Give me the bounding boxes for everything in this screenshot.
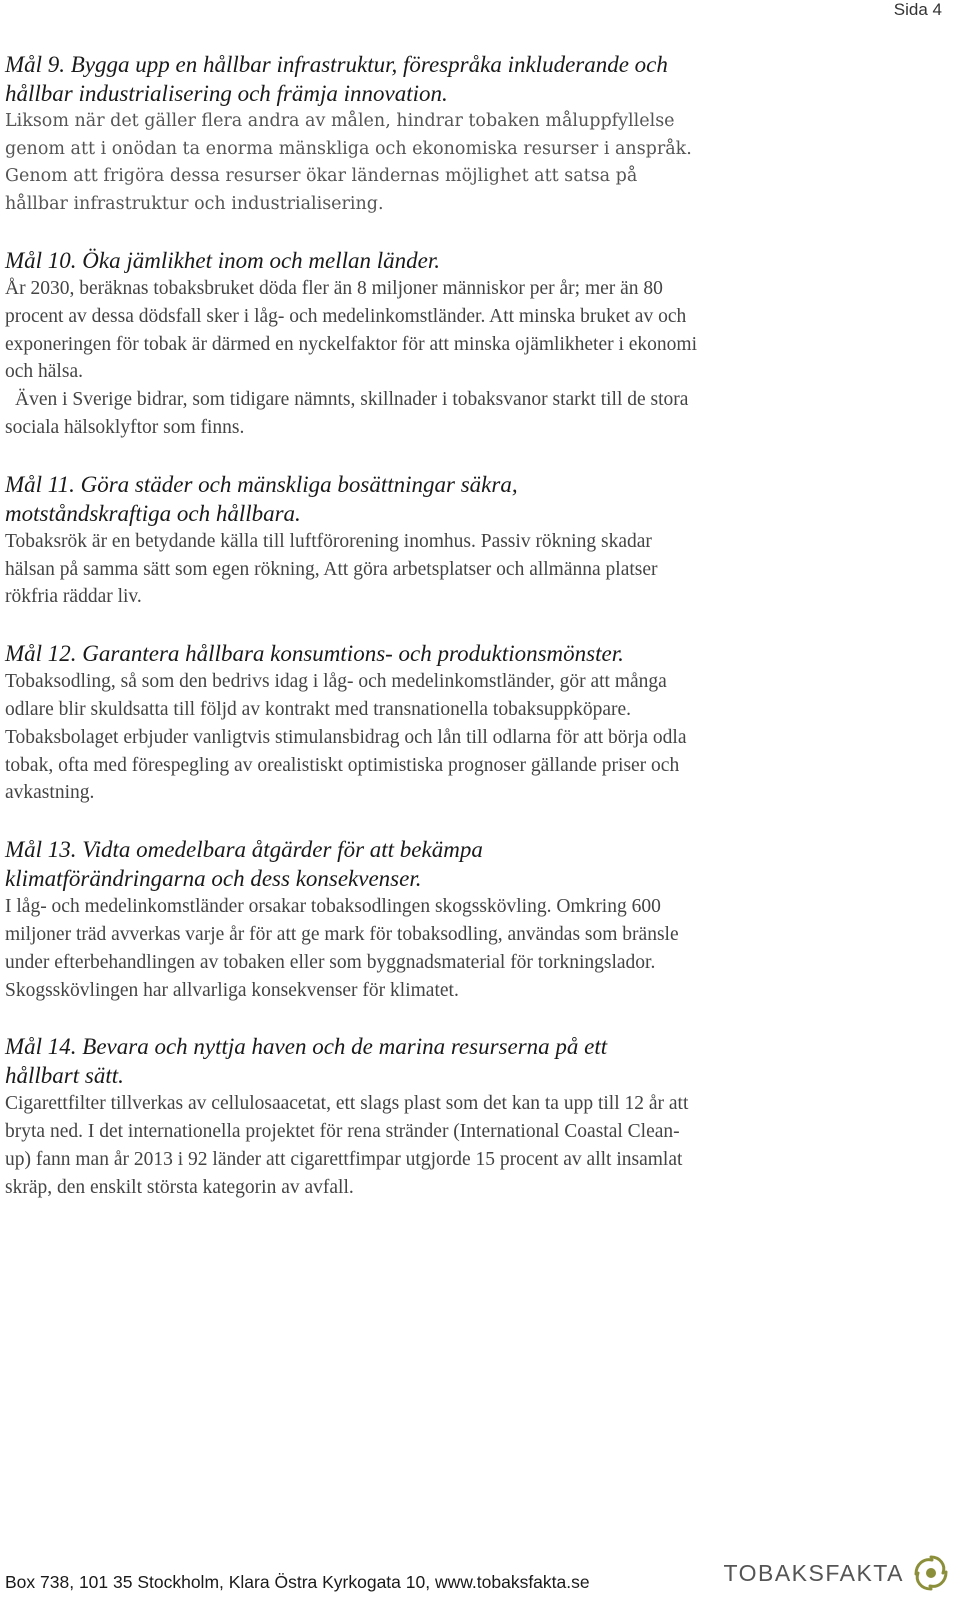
section-heading: [5, 1032, 705, 1090]
heading-line: Mål 11. Göra städer och mänskliga bosättningar säkra,: [5, 471, 518, 497]
paragraph: Även i Sverige bidrar, som tidigare nämnts, skillnader i tobaksvanor starkt till de stora sociala hälsoklyftor som finns.: [5, 389, 689, 438]
paragraph: År 2030, beräknas tobaksbruket döda fler än 8 miljoner människor per år; mer än 80 procent av dessa dödsfall sker i låg- och medelinkomstländer. Att minska bruket av och exponeringen för tobak är därmed en nyckelfaktor för att minska ojämlikheter i ekonomi och hälsa.: [5, 278, 698, 383]
section-goal-9: [5, 50, 705, 218]
paragraph: Tobaksrök är en betydande källa till luftförorening inomhus. Passiv rökning skadar hälsan på samma sätt som egen rökning, Att göra arbetsplatser och allmänna platser rökfria räddar liv.: [5, 530, 658, 608]
paragraph: Tobaksodling, så som den bedrivs idag i låg- och medelinkomstländer, gör att många odlare blir skuldsatta till följd av kontrakt med transnationella tobaksuppköpare. Tobaksbolaget erbjuder vanligtvis stimulansbidrag och lån till odlarna för att börja odla tobak, ofta med förespegling av orealistiskt optimistiska prognoser gällande priser och avkastning.: [5, 671, 687, 804]
logo-text: TOBAKSFAKTA: [723, 1559, 904, 1586]
section-goal-11: [5, 470, 705, 611]
section-goal-12: [5, 639, 705, 807]
heading-line: Mål 13. Vidta omedelbara åtgärder för att bekämpa: [5, 837, 483, 863]
tobaksfakta-logo: [723, 1551, 952, 1595]
page-number: Sida 4: [893, 0, 942, 19]
section-goal-10: [5, 246, 705, 442]
paragraph: Cigarettfilter tillverkas av cellulosaacetat, ett slags plast som det kan ta upp till 12 år att bryta ned. I det internationella projektet för rena stränder (International Coastal Clean-up) fann man år 2013 i 92 länder att cigarettfimpar utgjorde 15 procent av allt insamlat skräp, den enskilt största kategorin av avfall.: [5, 1093, 689, 1198]
document-body: [5, 50, 705, 1230]
section-heading: [5, 50, 705, 108]
heading-line: motståndskraftiga och hållbara.: [5, 500, 301, 526]
heading-line: Mål 12. Garantera hållbara konsumtions- och produktionsmönster.: [5, 641, 624, 667]
paragraph: I låg- och medelinkomstländer orsakar tobaksodlingen skogsskövling. Omkring 600 miljoner träd avverkas varje år för att ge mark för tobaksodling, användas som bränsle under efterbehandlingen av tobaken eller som byggnadsmaterial för torkningslador. Skogsskövlingen har allvarliga konsekvenser för klimatet.: [5, 896, 679, 1001]
heading-line: Mål 14. Bevara och nyttja haven och de marina resurserna på ett: [5, 1034, 608, 1060]
page-footer: [0, 1541, 960, 1601]
section-goal-14: [5, 1032, 705, 1201]
section-goal-13: [5, 835, 705, 1004]
section-heading: [5, 639, 705, 668]
heading-line: Mål 9. Bygga upp en hållbar infrastruktur, förespråka inkluderande och: [5, 52, 668, 77]
section-heading: [5, 470, 705, 528]
footer-address: Box 738, 101 35 Stockholm, Klara Östra Kyrkogata 10, www.tobaksfakta.se: [5, 1572, 590, 1592]
heading-line: klimatförändringarna och dess konsekvenser.: [5, 866, 422, 892]
paragraph: Liksom när det gäller flera andra av målen, hindrar tobaken måluppfyllelse genom att i onödan ta enorma mänskliga och ekonomiska resurser i anspråk. Genom att frigöra dessa resurser ökar ländernas möjlighet att satsa på hållbar infrastruktur och industrialisering.: [5, 111, 692, 214]
section-heading: [5, 246, 705, 275]
heading-line: Mål 10. Öka jämlikhet inom och mellan länder.: [5, 248, 441, 273]
heading-line: hållbart sätt.: [5, 1063, 124, 1089]
heading-line: hållbar industrialisering och främja innovation.: [5, 81, 448, 106]
section-heading: [5, 835, 705, 893]
leaf-swirl-icon: [910, 1551, 952, 1595]
